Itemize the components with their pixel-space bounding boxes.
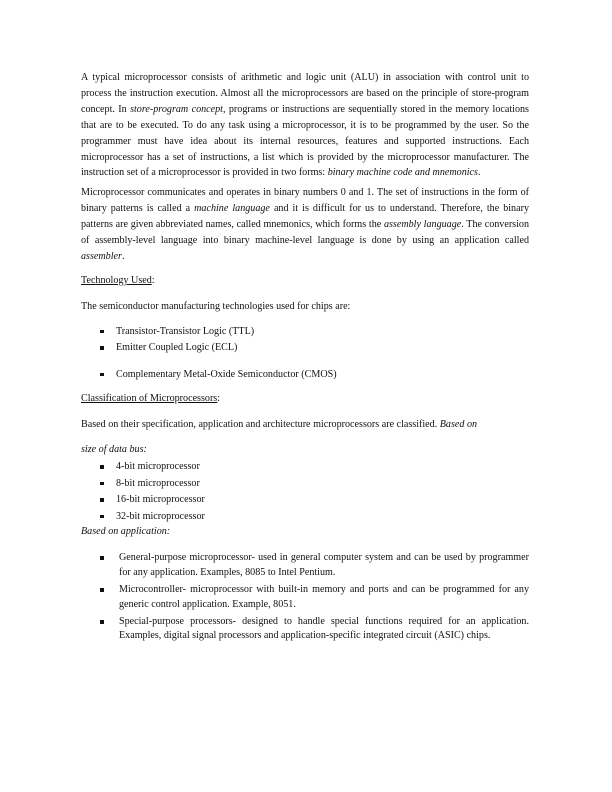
- list-item: [81, 551, 529, 580]
- list-item: [81, 324, 529, 341]
- bullet-icon: [100, 482, 104, 486]
- bullet-icon: [100, 373, 104, 377]
- list-item-text: 4-bit microprocessor: [116, 461, 200, 473]
- classification-heading: [81, 392, 529, 406]
- intro-paragraph-1: [81, 70, 529, 181]
- bullet-icon: [100, 620, 104, 624]
- list-item-text: 8-bit microprocessor: [116, 477, 200, 489]
- italic-term: size of data bus:: [81, 444, 147, 456]
- text-run: Based on their specification, application and architecture microprocessors are classified.: [81, 419, 440, 431]
- text-run: . The conversion of assembly-level language into binary machine-level language is done by using an application called: [81, 219, 530, 247]
- list-item-text: Emitter Coupled Logic (ECL): [116, 342, 238, 354]
- list-item-text: Microcontroller- microprocessor with built-in memory and ports and can be programmed for any generic control application. Example, 8051.: [119, 584, 529, 610]
- list-item-text: Transistor-Transistor Logic (TTL): [116, 325, 255, 337]
- bullet-icon: [100, 498, 104, 502]
- list-item-text: 32-bit microprocessor: [116, 510, 205, 522]
- bullet-icon: [100, 588, 104, 592]
- heading-text: Technology Used: [81, 274, 152, 286]
- technology-heading: [81, 274, 529, 288]
- list-item: [81, 583, 529, 612]
- list-item: [81, 340, 529, 357]
- bullet-icon: [100, 465, 104, 469]
- italic-term: binary machine code and mnemonics: [327, 167, 478, 179]
- list-item: [81, 615, 529, 644]
- list-item: [81, 492, 529, 509]
- italic-term: Based on application:: [81, 526, 171, 538]
- italic-term: store-program concept,: [130, 103, 226, 115]
- classification-lead: [81, 418, 529, 432]
- italic-term: assembly language: [383, 219, 462, 231]
- technology-lead: The semiconductor manufacturing technologies used for chips are:: [81, 300, 351, 312]
- heading-colon: :: [217, 393, 221, 405]
- list-item-text: General-purpose microprocessor- used in general computer system and can be used by programmer for any application. Examples, 8085 to Intel Pentium.: [119, 552, 529, 578]
- bus-size-heading: [81, 443, 529, 457]
- text-run: programs or instructions are sequentially stored in the memory locations that are to be executed. To do any task using a microprocessor, it is to be programmed by the user. So the programmer must have idea about its internal resources, features and supported instructions. Each microprocessor has a set of instructions, a list which is provided by the microprocessor manufacturer. The instruction set of a microprocessor is provided in two forms:: [81, 103, 529, 179]
- bullet-icon: [100, 330, 104, 334]
- text-run: .: [477, 167, 481, 179]
- list-item: [81, 476, 529, 493]
- list-item-text: 16-bit microprocessor: [116, 494, 205, 506]
- list-item: [81, 509, 529, 526]
- heading-text: Classification of Microprocessors: [81, 393, 218, 405]
- technology-list: [81, 324, 529, 384]
- italic-term: machine language: [194, 203, 270, 215]
- list-item-text: Complementary Metal-Oxide Semiconductor (CMOS): [116, 368, 337, 380]
- document-page: [81, 70, 529, 647]
- text-run: and it is difficult for us to understand. Therefore, the binary patterns are given abbreviated names, called mnemonics, which forms the: [81, 203, 529, 231]
- text-run: Microprocessor communicates and operates in binary numbers 0 and 1. The set of instructions in the form of binary patterns is called a: [81, 187, 529, 215]
- text-run: .: [121, 250, 125, 262]
- bus-size-list: [81, 459, 529, 525]
- italic-term: assembler: [81, 250, 122, 262]
- intro-paragraph-2: [81, 185, 529, 265]
- list-item-text: Special-purpose processors- designed to handle special functions required for an application. Examples, digital signal processors and application-specific integrated circuit (ASIC) chips.: [119, 616, 529, 642]
- text-run: A typical microprocessor consists of arithmetic and logic unit (ALU) in association with control unit to process the instruction execution. Almost all the microprocessors are based on the principle of store-program concept. In: [81, 72, 529, 115]
- list-item: [81, 459, 529, 476]
- italic-term: Based on: [439, 419, 478, 431]
- list-item: [81, 367, 529, 384]
- bullet-icon: [100, 515, 104, 519]
- bullet-icon: [100, 346, 104, 350]
- heading-colon: :: [151, 274, 155, 286]
- application-list: [81, 551, 529, 643]
- bullet-icon: [100, 556, 104, 560]
- application-heading: [81, 525, 529, 539]
